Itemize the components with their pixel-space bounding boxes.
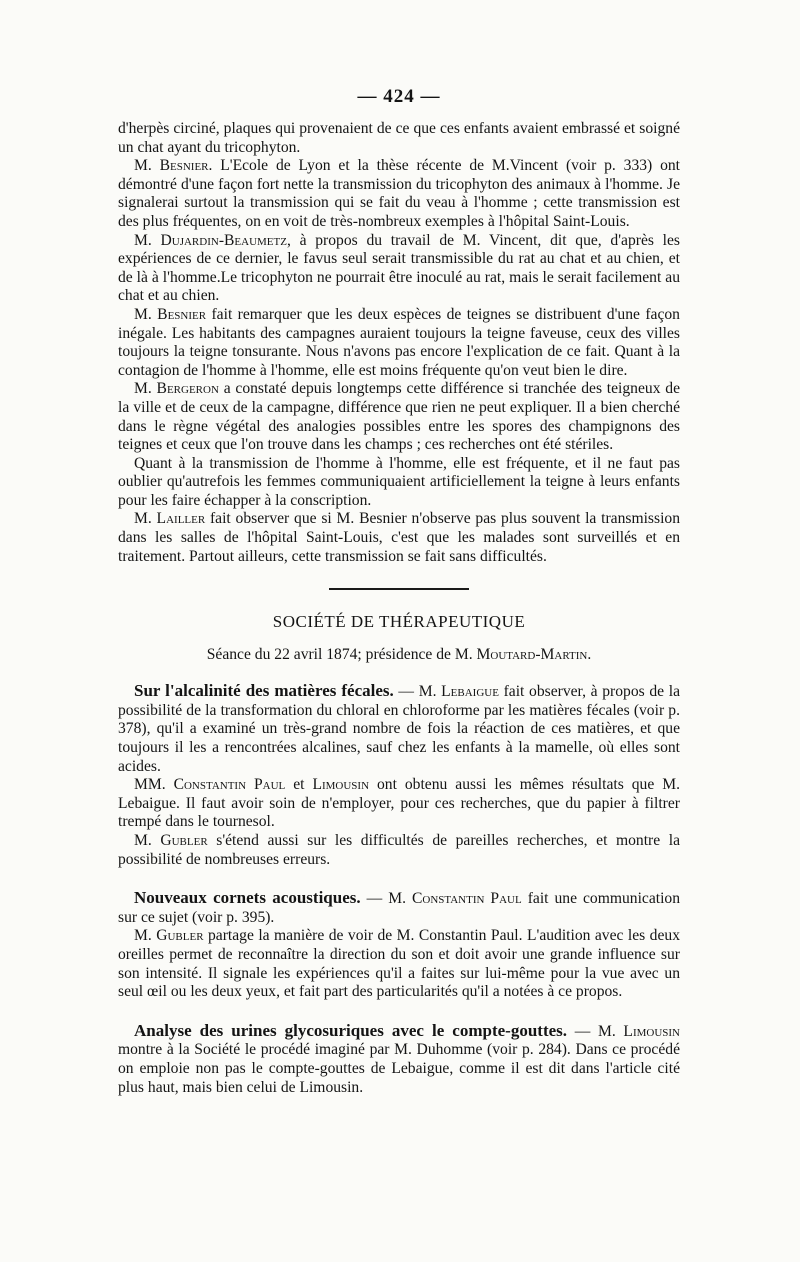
speaker-name: MM. Constantin Paul [134,776,286,794]
paragraph [118,380,680,454]
paragraph [118,682,680,776]
paragraph-text: — [360,890,389,908]
speaker-name: M. Constantin Paul [388,890,522,908]
paragraph-text: fait observer, à propos de la possibilité de la transformation du chloral en chloroforme par les matières fécales (voir p. 378), qu'il a examiné un très-grand nombre de fois la réaction de ces matières, et que toujours il les a rencontrées alcalines, sauf chez les enfants à la mamelle, où elles sont acides. [118,683,681,775]
paragraph-text: partage la manière de voir de M. Constantin Paul. L'audition avec les deux oreilles permet de reconnaître la direction du son et doit avoir une grande influence sur son intensité. Il signale les expériences qu'il a faites sur lui-même pour la vue avec un seul œil ou les deux yeux, et fait part des particularités qu'il a notées à ce propos. [118,927,680,1001]
paragraph [118,232,680,306]
society-title: SOCIÉTÉ DE THÉRAPEUTIQUE [272,612,526,632]
speaker-name: M. Gubler [134,832,208,849]
section-gap [118,869,680,889]
paragraph-text: s'étend aussi sur les difficultés de pareilles recherches, et montre la possibilité de nombreuses erreurs. [118,832,680,868]
paragraph-text: fait remarquer que les deux espèces de teignes se distribuent d'une façon inégale. Les habitants des campagnes auraient toujours la teigne faveuse, ceux des villes toujours la teigne tonsurante. Nous n'avons pas encore l'explication de ce fait. Quant à la contagion de l'homme à l'homme, elle est moins fréquente qu'on veut bien le dire. [118,305,680,379]
text-column [118,86,680,1097]
paragraph [118,889,680,927]
paragraph-text: montre à la Société le procédé imaginé par M. Duhomme (voir p. 284). Dans ce procédé on emploie non pas le compte-gouttes de Lebaigue, comme il est dit dans l'article cité plus haut, mais bien celui de Limousin. [118,1041,680,1096]
paragraph-text: d'herpès circiné, plaques qui provenaient de ce que ces enfants avaient embrassé et soigné un chat ayant du tricophyton. [118,120,680,156]
discussion-teignes [118,120,680,566]
speaker-name: M. Besnier [134,305,207,323]
paragraph [118,776,680,832]
speaker-name: Limousin [312,776,370,794]
paragraph [118,510,680,566]
speaker-name: M. Lailler [134,510,206,528]
paragraph [118,306,680,380]
paragraph-text: — [567,1022,598,1040]
section-rubric: Analyse des urines glycosuriques avec le compte-gouttes. [134,1020,568,1040]
seance-prefix: Séance du 22 avril 1874; présidence de M. [206,646,477,664]
seance-president: Moutard-Martin. [476,646,592,664]
section-divider [329,588,469,590]
paragraph-text: Quant à la transmission de l'homme à l'homme, elle est fréquente, et il ne faut pas oublier qu'autrefois les femmes communiquaient artificiellement la teigne à leurs enfants pour les faire échapper à la conscription. [118,454,680,509]
paragraph [118,832,680,869]
seance-line [118,646,680,664]
paragraph [118,120,680,157]
paragraph-text: fait une communication sur ce sujet (voir p. 395). [118,890,681,926]
paragraph [118,1022,680,1097]
paragraph-text: fait observer que si M. Besnier n'observe pas plus souvent la transmission dans les salles de l'hôpital Saint-Louis, c'est que les malades sont surveillés et en traitement. Partout ailleurs, cette transmission se fait sans difficultés. [118,510,680,565]
section-rubric: Nouveaux cornets acoustiques. [134,888,361,908]
page-number: — 424 — [357,86,441,107]
paragraph [118,455,680,511]
section-rubric: Sur l'alcalinité des matières fécales. [134,681,394,701]
speaker-name: M. Besnier. [134,157,213,175]
paragraph-text: et [285,776,313,794]
speaker-name: M. Limousin [597,1022,680,1040]
speaker-name: M. Gubler [134,927,204,945]
section-cornets-acoustiques [118,889,680,1002]
paragraph-text: — [393,683,419,701]
paragraph [118,157,680,231]
section-alcalinite [118,682,680,869]
paragraph [118,927,680,1001]
section-analyse-urines [118,1022,680,1097]
section-gap [118,1002,680,1022]
paragraph-text: L'Ecole de Lyon et la thèse récente de M.Vincent (voir p. 333) ont démontré d'une façon fort nette la transmission du tricophyton des animaux à l'homme. Je signalerai surtout la transmission qui se fait du veau à l'homme ; cette transmission est des plus fréquentes, on en voit de très-nombreux exemples à l'hôpital Saint-Louis. [118,157,681,230]
paragraph-text: ont obtenu aussi les mêmes résultats que M. Lebaigue. Il faut avoir soin de n'employer, pour ces recherches, que du papier à filtrer trempé dans le tournesol. [118,776,680,831]
speaker-name: M. Lebaigue [418,683,499,701]
speaker-name: M. Dujardin-Beaumetz, [134,231,291,249]
speaker-name: M. Bergeron [134,380,219,398]
paragraph-text: à propos du travail de M. Vincent, dit que, d'après les expériences de ce dernier, le favus seul serait transmissible du rat au chat et au chien, et de là à l'homme.Le tricophyton ne pourrait être inoculé au rat, mais le serait facilement au chat et au chien. [118,231,680,305]
paragraph-text: a constaté depuis longtemps cette différence si tranchée des teigneux de la ville et de ceux de la campagne, différence que rien ne peut expliquer. Il a bien cherché dans le règne végétal des analogies possibles entre les spores des champignons des teignes et ceux que l'on trouve dans les champs ; ces recherches ont été stériles. [118,380,680,454]
